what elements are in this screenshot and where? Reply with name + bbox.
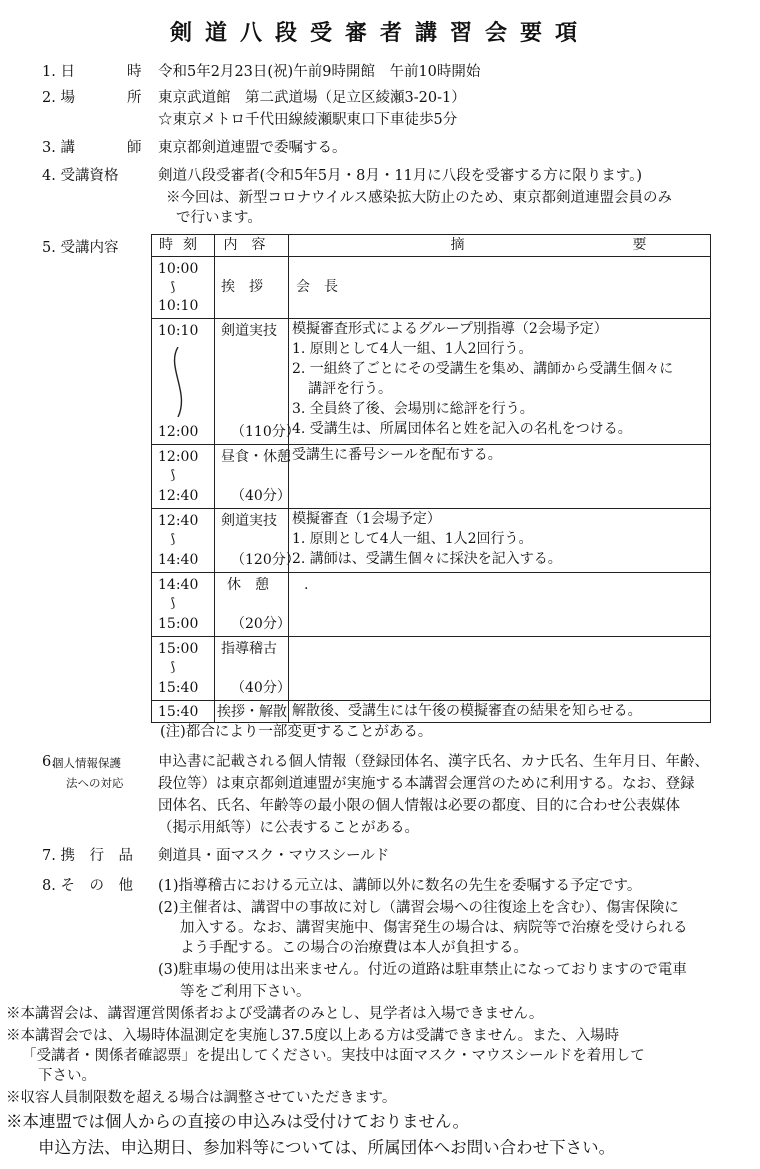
section-6-label-2: 法への対応 — [66, 776, 124, 790]
section-1-label: 時 — [127, 64, 142, 80]
schedule-note: (注)都合により一部変更することがある。 — [160, 724, 433, 740]
instructor-line: 東京都剣道連盟で委嘱する。 — [158, 140, 347, 156]
application-contact: 申込方法、申込期日、参加料等については、所属団体へお問い合わせ下さい。 — [38, 1138, 616, 1157]
table-row: 12:40 ⟆ 14:40 剣道実技 （120分） 模擬審査（1会場予定） 1. 原則として4人一組、1人2回行う。 2. 講師は、受講生個々に採決を記入する。 — [152, 509, 711, 573]
section-3-number: 3. 講 — [42, 140, 75, 156]
header-content: 内容 — [215, 235, 289, 257]
table-row: 14:40 ⟆ 15:00 休 憩 （20分） . — [152, 573, 711, 637]
venue-line: 東京武道館 第二武道場（足立区綾瀬3-20-1） — [158, 90, 466, 106]
section-6-number: 6. — [42, 754, 56, 770]
header-description: 摘 要 — [289, 235, 711, 257]
schedule-table — [151, 234, 711, 723]
section-2-number: 2. 場 — [42, 90, 75, 106]
table-row: 10:10 12:00 剣道実技 （110分） 模擬審査形式によるグループ別指導（2会場予定） 1. 原則として4人一組、1人2回行う。 2. 一組終了ごとにその受講生を集め、講師から受講生個々に 講評を行う。 3. 全員終了後、会場別に総評を行う。 4. 受講生は、所属団体名と姓を記入の名札をつける。 — [152, 319, 711, 445]
application-notice: ※本連盟では個人からの直接の申込みは受付けておりません。 — [6, 1112, 469, 1131]
access-line: ☆東京メトロ千代田線綾瀬駅東口下車徒歩5分 — [158, 112, 458, 128]
section-1-number: 1. 日 — [42, 64, 75, 80]
schedule-header-row — [152, 235, 711, 257]
range-wave-icon — [170, 347, 186, 417]
section-2-label: 所 — [127, 90, 142, 106]
eligibility-note: ※今回は、新型コロナウイルス感染拡大防止のため、東京都剣道連盟会員のみ — [166, 190, 673, 206]
other-line: 等をご利用下さい。 — [180, 984, 311, 1000]
privacy-line: （掲示用紙等）に公表することがある。 — [158, 820, 419, 836]
header-time: 時刻 — [152, 235, 215, 257]
date-line: 令和5年2月23日(祝)午前9時開館 午前10時開始 — [158, 64, 481, 80]
page-title: 剣道八段受審者講習会要項 — [169, 20, 590, 46]
notice-line: ※本講習会は、講習運営関係者および受講者のみとし、見学者は入場できません。 — [6, 1006, 544, 1022]
notice-line: 「受講者・関係者確認票」を提出してください。実技中は面マスク・マウスシールドを着用して — [22, 1048, 645, 1064]
privacy-line: 団体名、氏名、年齢等の最小限の個人情報は必要の都度、目的に合わせ公表媒体 — [158, 798, 680, 814]
notice-line: ※収容人員制限数を超える場合は調整させていただきます。 — [6, 1090, 397, 1106]
table-row: 15:40 挨拶・解散 解散後、受講生には午後の模擬審査の結果を知らせる。 — [152, 701, 711, 723]
privacy-line: 申込書に記載される個人情報（登録団体名、漢字氏名、カナ氏名、生年月日、年齢、 — [158, 754, 709, 770]
other-line: (3)駐車場の使用は出来ません。付近の道路は駐車禁止になっておりますので電車 — [158, 962, 687, 978]
privacy-line: 段位等）は東京都剣道連盟が実施する本講習会運営のために利用する。なお、登録 — [158, 776, 695, 792]
notice-line: ※本講習会では、入場時体温測定を実施し37.5度以上ある方は受講できません。また、入場時 — [6, 1028, 620, 1044]
other-line: (2)主催者は、講習中の事故に対し（講習会場への往復途上を含む）、傷害保険に — [158, 900, 679, 916]
section-6-label-1: 個人情報保護 — [52, 756, 121, 770]
section-3-label: 師 — [127, 140, 142, 156]
other-line: 加入する。なお、講習実施中、傷害発生の場合は、病院等で治療を受けられる — [180, 920, 688, 936]
eligibility-note-cont: で行います。 — [176, 210, 262, 226]
other-line: (1)指導稽古における元立は、講師以外に数名の先生を委嘱する予定です。 — [158, 878, 642, 894]
table-row: 12:00 ⟆ 12:40 昼食・休憩 （40分） 受講生に番号シールを配布する。 — [152, 445, 711, 509]
other-line: よう手配する。この場合の治療費は本人が負担する。 — [180, 940, 528, 956]
section-8-heading: 8. そ の 他 — [42, 878, 133, 894]
section-5-heading: 5. 受講内容 — [42, 240, 119, 256]
table-row: 10:00 ⟆ 10:10 挨 拶 会 長 — [152, 257, 711, 319]
section-7-heading: 7. 携 行 品 — [42, 848, 133, 864]
notice-line: 下さい。 — [38, 1068, 96, 1084]
equipment-line: 剣道具・面マスク・マウスシールド — [158, 848, 390, 864]
table-row: 15:00 ⟆ 15:40 指導稽古 （40分） — [152, 637, 711, 701]
eligibility-line: 剣道八段受審者(令和5年5月・8月・11月に八段を受審する方に限ります。) — [158, 168, 643, 184]
section-4-heading: 4. 受講資格 — [42, 168, 119, 184]
